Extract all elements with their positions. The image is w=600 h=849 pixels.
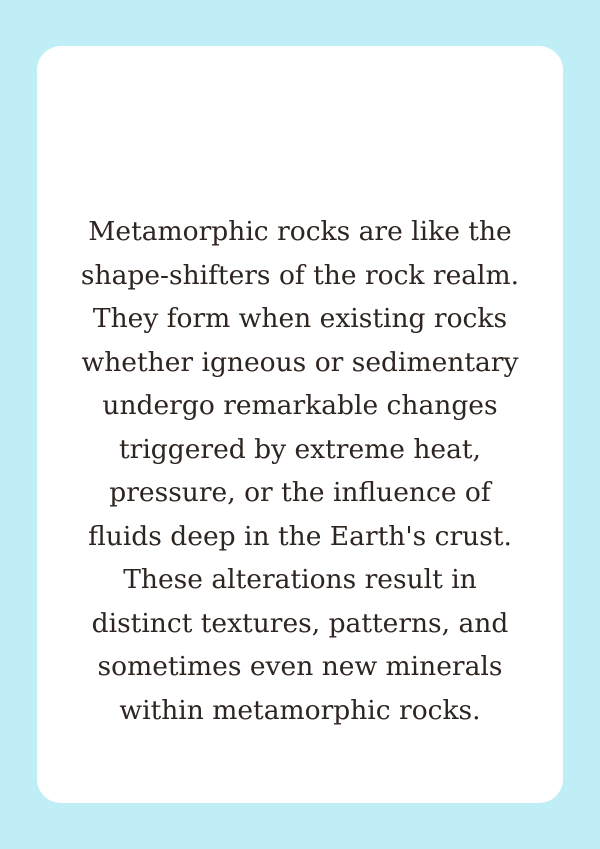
paragraph-line: These alterations result in [123, 564, 477, 595]
paragraph-line: pressure, or the influence of [109, 477, 491, 508]
paragraph-line: undergo remarkable changes [102, 390, 498, 421]
paragraph-line: whether igneous or sedimentary [81, 346, 519, 378]
paragraph-line: triggered by extreme heat, [119, 433, 481, 465]
paragraph-line: They form when existing rocks [92, 303, 508, 334]
text-card [37, 46, 563, 803]
paragraph-line: distinct textures, patterns, and [91, 607, 509, 639]
paragraph-line: within metamorphic rocks. [119, 694, 481, 726]
paragraph-line: shape-shifters of the rock realm. [80, 259, 520, 291]
paragraph-line: fluids deep in the Earth's crust. [88, 520, 512, 552]
paragraph-line: sometimes even new minerals [97, 651, 503, 682]
paragraph-line: Metamorphic rocks are like the [88, 216, 512, 247]
metamorphic-rocks-paragraph [37, 210, 563, 732]
